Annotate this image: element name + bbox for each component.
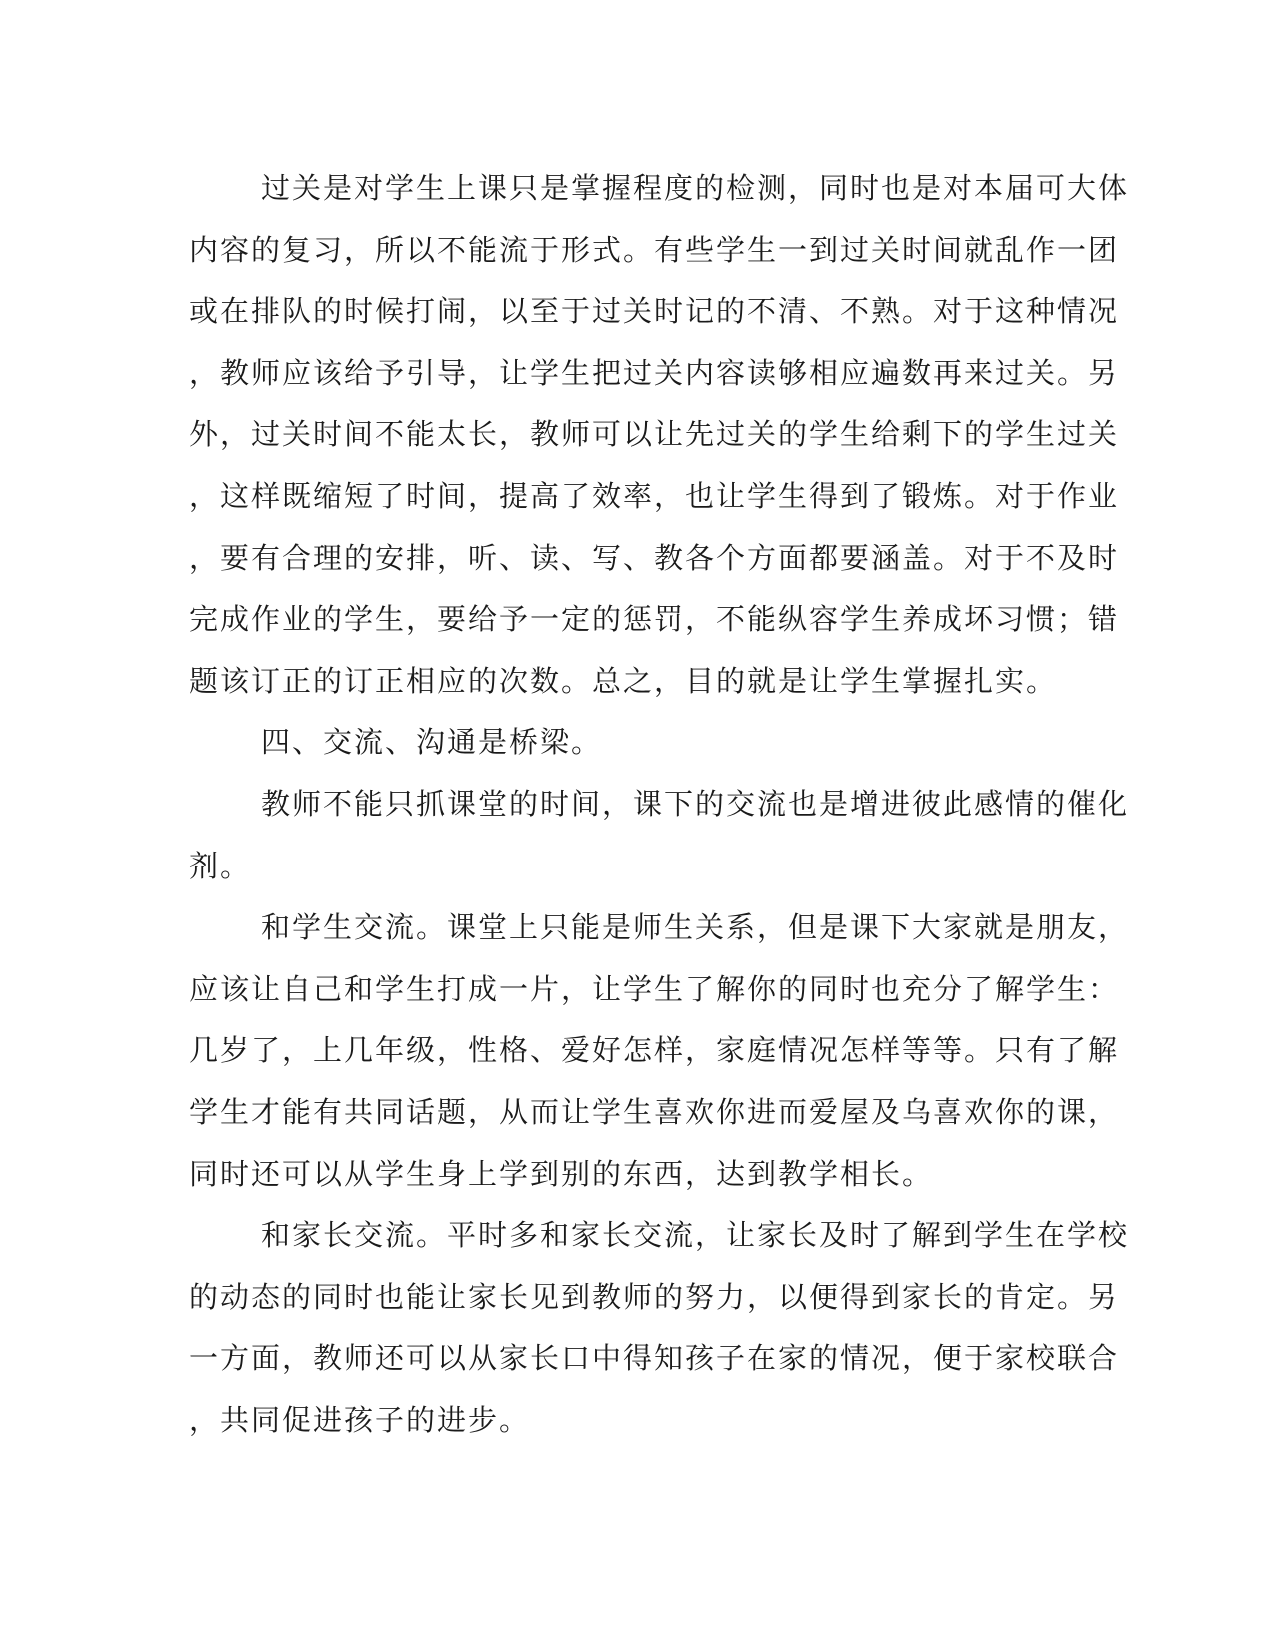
paragraph-line: 外，过关时间不能太长，教师可以让先过关的学生给剩下的学生过关 [189,417,1120,452]
paragraph-line: ，教师应该给予引导，让学生把过关内容读够相应遍数再来过关。另 [189,355,1120,390]
paragraph-line: 剂。 [189,848,252,883]
paragraph-line: 学生才能有共同话题，从而让学生喜欢你进而爱屋及乌喜欢你的课， [189,1094,1120,1129]
paragraph-line: 和学生交流。课堂上只能是师生关系，但是课下大家就是朋友， [261,910,1130,945]
paragraph-line: ，这样既缩短了时间，提高了效率，也让学生得到了锻炼。对于作业 [189,478,1120,513]
paragraph-line: ，共同促进孩子的进步。 [189,1402,531,1437]
paragraph-line: 一方面，教师还可以从家长口中得知孩子在家的情况，便于家校联合 [189,1341,1120,1376]
section-heading: 四、交流、沟通是桥梁。 [261,725,603,760]
paragraph-line: 的动态的同时也能让家长见到教师的努力，以便得到家长的肯定。另 [189,1279,1120,1314]
paragraph-line: 几岁了，上几年级，性格、爱好怎样，家庭情况怎样等等。只有了解 [189,1033,1120,1068]
document-body [189,158,1130,1451]
paragraph-line: 或在排队的时候打闹，以至于过关时记的不清、不熟。对于这种情况 [189,294,1120,329]
paragraph-line: 过关是对学生上课只是掌握程度的检测，同时也是对本届可大体 [261,171,1130,205]
paragraph-line: 同时还可以从学生身上学到别的东西，达到教学相长。 [189,1156,934,1191]
paragraph-line: 完成作业的学生，要给予一定的惩罚，不能纵容学生养成坏习惯；错 [189,602,1120,637]
paragraph-line: 教师不能只抓课堂的时间，课下的交流也是增进彼此感情的催化 [261,786,1130,821]
paragraph-line: 和家长交流。平时多和家长交流，让家长及时了解到学生在学校 [261,1218,1130,1253]
paragraph-line: 应该让自己和学生打成一片，让学生了解你的同时也充分了解学生： [189,971,1120,1006]
paragraph-line: 内容的复习，所以不能流于形式。有些学生一到过关时间就乱作一团 [189,232,1120,267]
paragraph-line: ，要有合理的安排，听、读、写、教各个方面都要涵盖。对于不及时 [189,540,1120,575]
paragraph-line: 题该订正的订正相应的次数。总之，目的就是让学生掌握扎实。 [189,663,1058,698]
